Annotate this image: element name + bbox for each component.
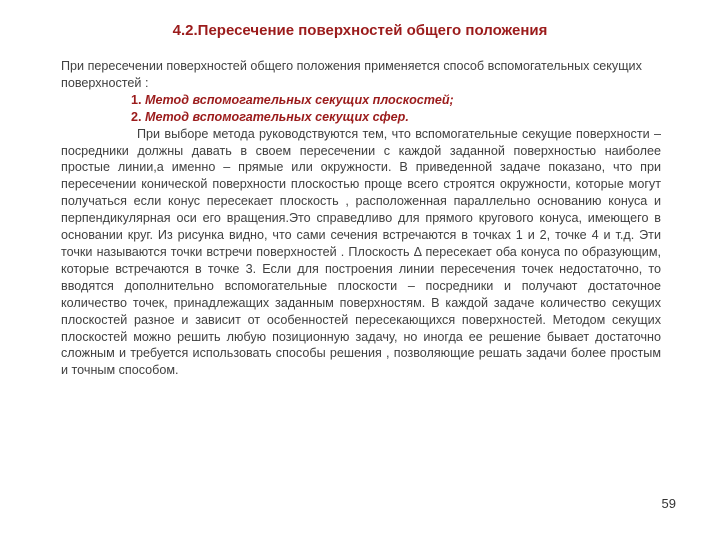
main-paragraph: При выборе метода руководствуются тем, что вспомогательные секущие поверхности – посредники должны давать в своем пересечении с каждой заданной поверхностью наиболее простые линии,а именно – прямые или окружности. В приведенной задаче показано, что при пересечении конической поверхности плоскостью проще всего строятся окружности, которые могут получаться если конус пересекает плоскость , расположенная параллельно основанию конуса и перпендикулярная оси его вращения.Это справедливо для прямого кругового конуса, имеющего в основании круг. Из рисунка видно, что сами сечения встречаются в точках 1 и 2, точке 4 и т.д. Эти точки называются точки встречи поверхностей . Плоскость Δ пересекает оба конуса по образующим, которые встречаются в точке 3. Если для построения линии пересечения точек недостаточно, то вводятся дополнительно вспомогательные плоскости – посредники и получают достаточное количество точек, принадлежащих заданным поверхностям. В каждой задаче количество секущих плоскостей разное и зависит от особенностей пересекающихся поверхностей. Методом секущих плоскостей можно решить любую позиционную задачу, но иногда ее решение бывает достаточно сложным и требуется использовать способы решения , позволяющие решать задачи более простым и точным способом. — [61, 126, 661, 378]
method-label: Метод вспомогательных секущих сфер. — [145, 109, 409, 124]
slide-body — [61, 58, 661, 379]
method-label: Метод вспомогательных секущих плоскостей; — [145, 92, 454, 107]
method-item-spheres — [61, 109, 661, 126]
method-number: 2. — [131, 109, 142, 124]
page-number: 59 — [661, 496, 676, 511]
intro-text: При пересечении поверхностей общего положения применяется способ вспомогательных секущих поверхностей : — [61, 59, 642, 90]
slide-title: 4.2.Пересечение поверхностей общего положения — [172, 22, 548, 39]
method-number: 1. — [131, 92, 142, 107]
method-item-planes — [61, 92, 661, 109]
